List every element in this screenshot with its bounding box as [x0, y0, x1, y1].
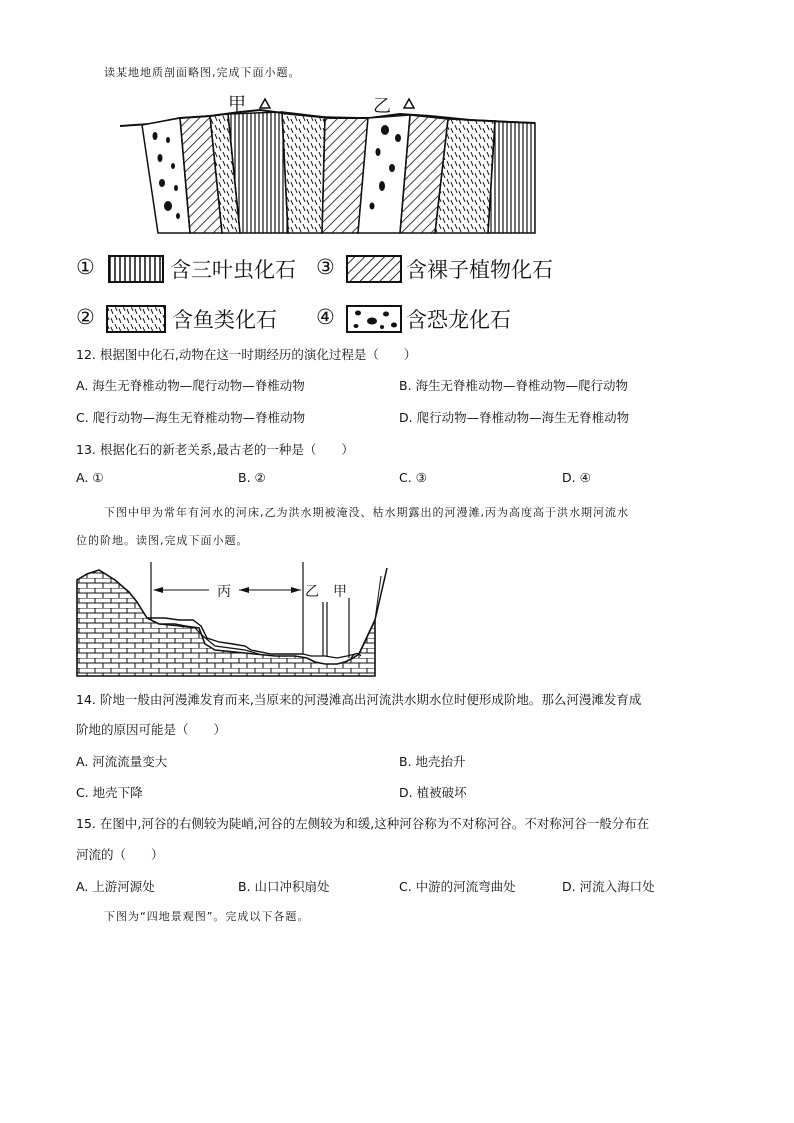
- intro-text-1: 读某地地质剖面略图,完成下面小题。: [104, 66, 301, 79]
- legend-num-1: ①: [76, 255, 95, 279]
- q12-stem: 12. 根据图中化石,动物在这一时期经历的演化过程是（ ）: [76, 347, 417, 362]
- legend-num-2: ②: [76, 305, 95, 329]
- label-yi: 乙: [373, 96, 391, 117]
- trilobite-swatch-icon: [108, 255, 164, 283]
- river-valley-figure: [75, 558, 395, 678]
- q15-stem-line1: 15. 在图中,河谷的右侧较为陡峭,河谷的左侧较为和缓,这种河谷称为不对称河谷。不对称河谷一般分布在: [76, 816, 650, 831]
- label-bing: 丙: [217, 584, 231, 600]
- legend-num-3: ③: [316, 255, 335, 279]
- q13-option-c[interactable]: C. ③: [399, 470, 427, 485]
- q13-stem: 13. 根据化石的新老关系,最古老的一种是（ ）: [76, 442, 354, 457]
- q14-stem-line1: 14. 阶地一般由河漫滩发育而来,当原来的河漫滩高出河流洪水期水位时便形成阶地。那么河漫滩发育成: [76, 692, 642, 707]
- intro-text-3: 下图为“四地景观图”。完成以下各题。: [104, 910, 310, 923]
- q14-option-a[interactable]: A. 河流流量变大: [76, 754, 168, 769]
- intro-text-2-line1: 下图中甲为常年有河水的河床,乙为洪水期被淹没、枯水期露出的河漫滩,丙为高度高于洪水期河流水: [104, 506, 629, 519]
- q13-option-a[interactable]: A. ①: [76, 470, 104, 485]
- q14-option-c[interactable]: C. 地壳下降: [76, 785, 143, 800]
- legend-text-1: 含三叶虫化石: [170, 258, 296, 282]
- q14-option-d[interactable]: D. 植被破坏: [399, 785, 467, 800]
- q14-stem-line2: 阶地的原因可能是（ ）: [76, 722, 227, 737]
- q12-option-b[interactable]: B. 海生无脊椎动物—脊椎动物—爬行动物: [399, 378, 629, 393]
- legend-text-3: 含裸子植物化石: [406, 258, 553, 282]
- legend-text-4: 含恐龙化石: [406, 308, 511, 332]
- dinosaur-swatch-icon: [346, 305, 402, 333]
- q15-option-b[interactable]: B. 山口冲积扇处: [238, 879, 330, 894]
- label-jia-2: 甲: [333, 584, 347, 600]
- q15-option-c[interactable]: C. 中游的河流弯曲处: [399, 879, 516, 894]
- label-yi-2: 乙: [305, 584, 319, 600]
- fish-swatch-icon: [106, 305, 166, 333]
- legend-num-4: ④: [316, 305, 335, 329]
- q13-option-d[interactable]: D. ④: [562, 470, 591, 485]
- q14-option-b[interactable]: B. 地壳抬升: [399, 754, 466, 769]
- q15-option-d[interactable]: D. 河流入海口处: [562, 879, 655, 894]
- gymnosperm-swatch-icon: [346, 255, 402, 283]
- label-jia: 甲: [228, 94, 246, 115]
- q15-stem-line2: 河流的（ ）: [76, 847, 164, 862]
- q12-option-c[interactable]: C. 爬行动物—海生无脊椎动物—脊椎动物: [76, 410, 306, 425]
- q12-option-d[interactable]: D. 爬行动物—脊椎动物—海生无脊椎动物: [399, 410, 630, 425]
- q13-option-b[interactable]: B. ②: [238, 470, 266, 485]
- geologic-section-figure: [110, 88, 550, 238]
- q12-option-a[interactable]: A. 海生无脊椎动物—爬行动物—脊椎动物: [76, 378, 305, 393]
- intro-text-2-line2: 位的阶地。读图,完成下面小题。: [76, 534, 249, 547]
- legend-text-2: 含鱼类化石: [172, 308, 277, 332]
- q15-option-a[interactable]: A. 上游河源处: [76, 879, 155, 894]
